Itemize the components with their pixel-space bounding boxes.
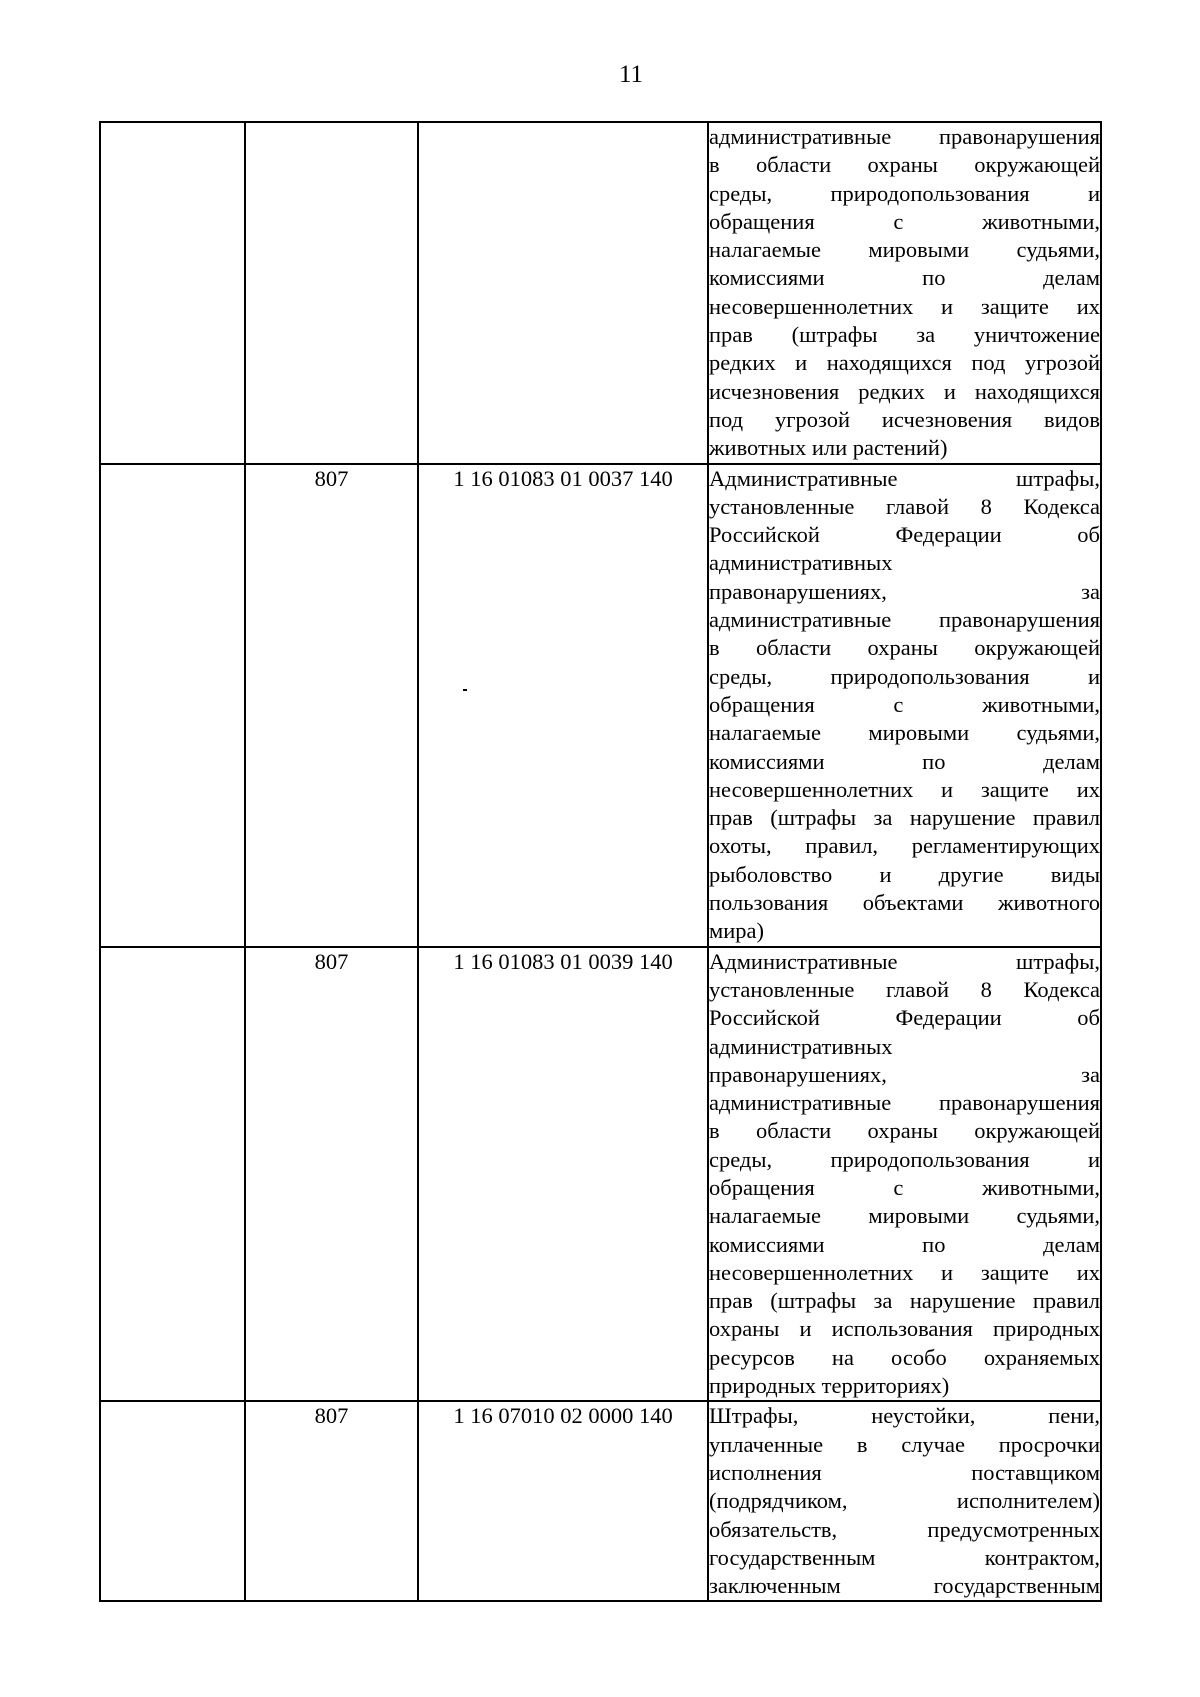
description-line: административные правонарушения [709, 1090, 1100, 1116]
description-line: ресурсов на особо охраняемых [709, 1344, 1100, 1370]
description-line: в области охраны окружающей [709, 635, 1100, 661]
description-line: среды, природопользования и [709, 663, 1100, 689]
page-number: 11 [618, 61, 644, 88]
description-line: уплаченные в случае просрочки [709, 1431, 1100, 1457]
table-row [100, 947, 1101, 1402]
description-line: редких и находящихся под угрозой [709, 350, 1100, 376]
description-line: в области охраны окружающей [709, 152, 1100, 178]
cell-admin-code: 807 [245, 1401, 418, 1601]
cell-description [708, 464, 1101, 947]
description-line: среды, природопользования и [709, 1146, 1100, 1172]
description-line: установленные главой 8 Кодекса [709, 493, 1100, 519]
description-line: несовершеннолетних и защите их [709, 776, 1100, 802]
table-row [100, 1401, 1101, 1601]
cell-empty [100, 1401, 245, 1601]
description-line: исполнения поставщиком [709, 1459, 1100, 1485]
description-line: пользования объектами животного [709, 890, 1100, 916]
cell-description [708, 122, 1101, 464]
table-row [100, 122, 1101, 464]
description-line: прав (штрафы за нарушение правил [709, 805, 1100, 831]
description-line: Административные штрафы, [709, 465, 1100, 491]
cell-kbk-code [418, 122, 708, 464]
description-line: административные правонарушения [709, 607, 1100, 633]
description-line: несовершеннолетних и защите их [709, 1259, 1100, 1285]
cell-description [708, 947, 1101, 1402]
description-line: правонарушениях, за [709, 1061, 1100, 1087]
cell-kbk-code: 1 16 07010 02 0000 140 [418, 1401, 708, 1601]
description-line: среды, природопользования и [709, 180, 1100, 206]
description-line: Российской Федерации об [709, 1005, 1100, 1031]
description-line: комиссиями по делам [709, 1231, 1100, 1257]
cell-admin-code: 807 [245, 464, 418, 947]
description-line: обязательств, предусмотренных [709, 1516, 1100, 1542]
description-line: государственным контрактом, [709, 1544, 1100, 1570]
description-line: обращения с животными, [709, 1174, 1100, 1200]
description-line: мира) [709, 918, 765, 944]
cell-kbk-code: 1 16 01083 01 0037 140 [418, 464, 708, 947]
cell-admin-code [245, 122, 418, 464]
description-line: налагаемые мировыми судьями, [709, 237, 1100, 263]
description-line: налагаемые мировыми судьями, [709, 720, 1100, 746]
stray-mark [463, 689, 467, 691]
description-line: охоты, правил, регламентирующих [709, 833, 1100, 859]
description-line: под угрозой исчезновения видов [709, 406, 1100, 432]
table-row [100, 464, 1101, 947]
description-line: Российской Федерации об [709, 522, 1100, 548]
cell-empty [100, 122, 245, 464]
budget-codes-table [99, 121, 1102, 1602]
description-line: административных [709, 550, 893, 576]
description-line: рыболовство и другие виды [709, 861, 1100, 887]
cell-admin-code: 807 [245, 947, 418, 1402]
description-line: природных территориях) [709, 1373, 950, 1399]
description-line: Административные штрафы, [709, 948, 1100, 974]
description-line: комиссиями по делам [709, 265, 1100, 291]
description-line: животных или растений) [709, 435, 948, 461]
description-line: административные правонарушения [709, 124, 1100, 149]
cell-kbk-code: 1 16 01083 01 0039 140 [418, 947, 708, 1402]
description-line: прав (штрафы за нарушение правил [709, 1288, 1100, 1314]
description-line: налагаемые мировыми судьями, [709, 1203, 1100, 1229]
description-line: заключенным государственным [709, 1573, 1100, 1599]
cell-empty [100, 464, 245, 947]
description-line: Штрафы, неустойки, пени, [709, 1403, 1100, 1429]
description-line: комиссиями по делам [709, 748, 1100, 774]
description-line: прав (штрафы за уничтожение [709, 322, 1100, 348]
cell-description [708, 1401, 1101, 1601]
description-line: правонарушениях, за [709, 578, 1100, 604]
description-line: (подрядчиком, исполнителем) [709, 1488, 1100, 1514]
description-line: административных [709, 1033, 893, 1059]
cell-empty [100, 947, 245, 1402]
description-line: обращения с животными, [709, 208, 1100, 234]
description-line: обращения с животными, [709, 691, 1100, 717]
description-line: установленные главой 8 Кодекса [709, 976, 1100, 1002]
description-line: несовершеннолетних и защите их [709, 293, 1100, 319]
description-line: охраны и использования природных [709, 1316, 1100, 1342]
description-line: в области охраны окружающей [709, 1118, 1100, 1144]
description-line: исчезновения редких и находящихся [709, 378, 1100, 404]
